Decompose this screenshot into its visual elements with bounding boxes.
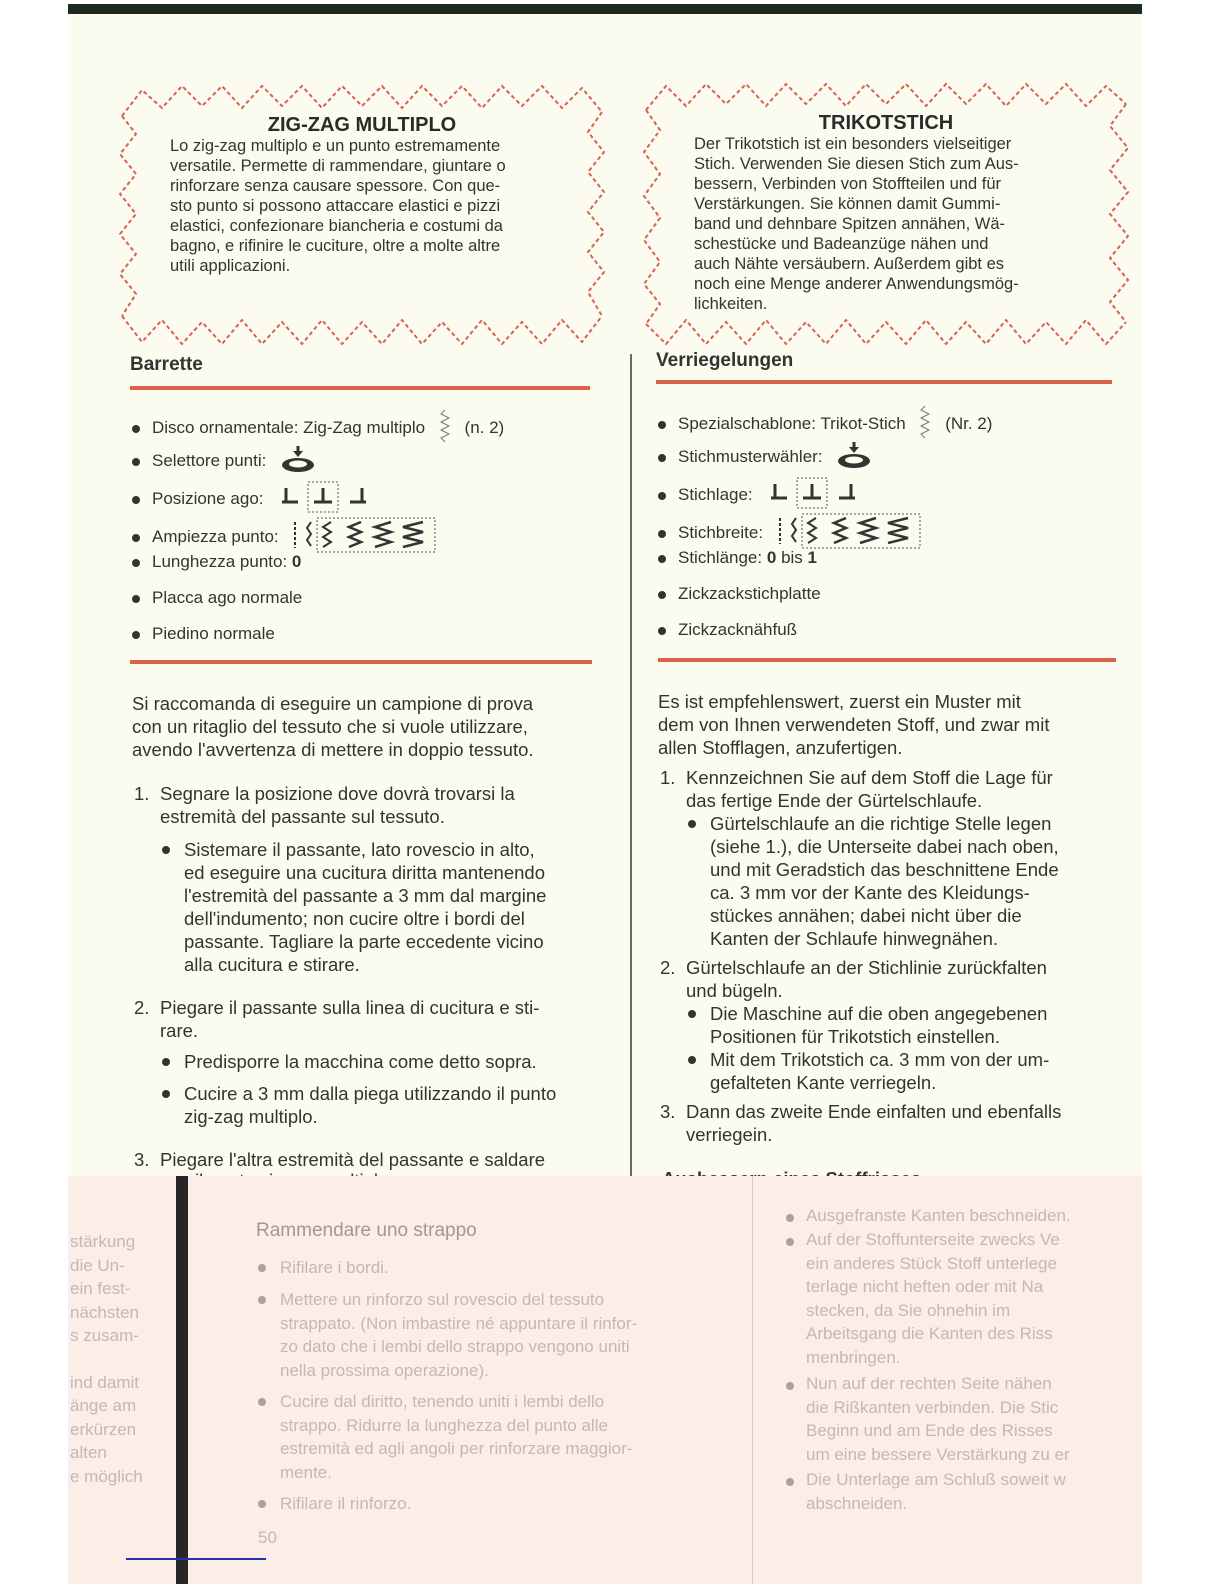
- accent-rule: [658, 658, 1116, 662]
- accent-rule: [656, 380, 1112, 384]
- intro-paragraph: Es ist empfehlenswert, zuerst ein Muster mit dem von Ihnen verwendeten Stoff, und zwar mit allen Stofflagen, anzufertigen.: [658, 691, 1050, 758]
- box-line: lichkeiten.: [694, 295, 768, 313]
- needle-position-icon: [765, 476, 865, 515]
- bullet-dot: [688, 820, 696, 828]
- faint-bullet: Nun auf der rechten Seite nähen die Rißkanten verbinden. Die Stic Beginn und am Ende des Risses um eine bessere Verstärkung zu er: [806, 1374, 1070, 1464]
- section-title: Barrette: [130, 354, 203, 375]
- step-3: 3. Piegare l'altra estremità del passante e saldare: [134, 1149, 546, 1170]
- repair-section-title: Rammendare uno strappo: [256, 1220, 477, 1241]
- multi-zigzag-stitch-icon: [438, 408, 452, 449]
- box-description: [694, 134, 1086, 314]
- bullet-dot: [132, 595, 140, 603]
- bullet-dot: [132, 534, 140, 542]
- zigzag-info-box: [636, 74, 1136, 352]
- faint-bullet: Die Unterlage am Schluß soweit w abschneiden.: [806, 1470, 1066, 1513]
- scanned-page: [68, 4, 1142, 1180]
- stitch-selector-dial-icon: [279, 444, 317, 479]
- spec-item: Placca ago normale: [132, 588, 302, 608]
- step-2: 2. Gürtelschlaufe an der Stichlinie zurückfalten und bügeln.: [660, 957, 1047, 1001]
- box-line: band und dehnbare Spitzen annähen, Wä-: [694, 215, 1005, 233]
- faint-bullet: Auf der Stoffunterseite zwecks Ve ein anderes Stück Stoff unterlege terlage nicht heften oder mit Na stecken, da Sie ohnehin im Arbeitsgang die Kanten des Riss menbringen.: [806, 1230, 1060, 1367]
- tricot-stitch-icon: [918, 404, 932, 445]
- bullet-dot: [132, 496, 140, 504]
- top-edge-bar: [68, 4, 1142, 14]
- bullet-dot: [786, 1238, 794, 1246]
- box-line: Lo zig-zag multiplo e un punto estremamente: [170, 137, 501, 155]
- box-description: [170, 136, 564, 276]
- bullet-dot: [162, 1058, 170, 1066]
- box-line: sto punto si possono attaccare elastici e pizzi: [170, 197, 501, 215]
- bullet-dot: [658, 421, 666, 429]
- page-number: 50: [258, 1528, 277, 1547]
- box-line: elastici, confezionare biancheria e costumi da: [170, 217, 503, 235]
- bullet-dot: [258, 1264, 266, 1272]
- scan-artifact-line: [126, 1558, 266, 1560]
- box-line: Verstärkungen. Sie können damit Gummi-: [694, 195, 1001, 213]
- accent-rule: [130, 660, 592, 664]
- column-divider: [630, 354, 632, 1184]
- step-1: 1. Kennzeichnen Sie auf dem Stoff die Lage für das fertige Ende der Gürtelschlaufe.: [660, 767, 1053, 811]
- box-line: noch eine Menge anderer Anwendungsmög-: [694, 275, 1019, 293]
- spec-item: Zickzackstichplatte: [658, 584, 821, 604]
- box-line: Stich. Verwenden Sie diesen Stich zum Aus-: [694, 155, 1019, 173]
- spec-item: Piedino normale: [132, 624, 275, 644]
- bullet-dot: [658, 591, 666, 599]
- spec-item: Selettore punti:: [132, 444, 317, 479]
- box-line: auch Nähte versäubern. Außerdem gibt es: [694, 255, 1005, 273]
- spec-item: Zickzacknähfuß: [658, 620, 797, 640]
- stitch-width-icon: [291, 516, 441, 559]
- left-page-fragments: stärkung die Un- ein fest- nächsten s zusam- ind damit änge am erkürzen alten e möglich: [70, 1232, 143, 1486]
- bullet-dot: [258, 1296, 266, 1304]
- spec-item: Stichmusterwähler:: [658, 440, 873, 475]
- box-line: utili applicazioni.: [170, 257, 291, 275]
- bullet-dot: [132, 631, 140, 639]
- faint-bullet: Cucire dal diritto, tenendo uniti i lembi dello strappo. Ridurre la lunghezza del punto alle estremità ed agli angoli per rinforzare maggior- mente.: [280, 1392, 633, 1482]
- step-2-bullet: Die Maschine auf die oben angegebenen Positionen für Trikotstich einstellen.: [710, 1002, 1130, 1048]
- box-line: rinforzare senza causare spessore. Con que-: [170, 177, 501, 195]
- box-line: bessern, Verbinden von Stoffteilen und für: [694, 175, 1001, 193]
- bullet-dot: [658, 530, 666, 538]
- stitch-selector-dial-icon: [835, 440, 873, 475]
- step-1-bullet: Sistemare il passante, lato rovescio in alto, ed eseguire una cucitura diritta mantenendo l'estremità del passante a 3 mm dal margine dell'indumento; non cucire oltre i bordi del passante. Tagliare la parte eccedente vicino alla cucitura e stirare.: [184, 838, 604, 976]
- step-1: 1. Segnare la posizione dove dovrà trovarsi la estremità del passante sul tessuto.: [134, 783, 515, 827]
- column-divider: [752, 1176, 753, 1584]
- intro-paragraph: Si raccomanda di eseguire un campione di prova con un ritaglio del tessuto che si vuole utilizzare, avendo l'avvertenza di mettere in doppio tessuto.: [132, 693, 534, 760]
- zigzag-info-box: [112, 76, 612, 354]
- box-title: TRIKOTSTICH: [818, 112, 954, 134]
- bullet-dot: [132, 458, 140, 466]
- step-2-bullet: Mit dem Trikotstich ca. 3 mm von der um- gefalteten Kante verriegeln.: [710, 1048, 1130, 1094]
- box-line: schestücke und Badeanzüge nähen und: [694, 235, 989, 253]
- bullet-dot: [688, 1010, 696, 1018]
- bullet-dot: [132, 559, 140, 567]
- spec-item: Stichlänge: 0 bis 1: [658, 548, 817, 568]
- bullet-dot: [162, 846, 170, 854]
- spec-item: Stichbreite:: [658, 512, 926, 555]
- spec-item: Posizione ago:: [132, 480, 376, 519]
- faint-bullet: Mettere un rinforzo sul rovescio del tessuto strappato. (Non imbastire né appuntare il rinfor- zo dato che i lembi dello strappo vengono uniti nella prossima operazione).: [280, 1290, 638, 1380]
- spec-item: Spezialschablone: Trikot-Stich (Nr. 2): [658, 404, 992, 445]
- bullet-dot: [658, 555, 666, 563]
- box-title: ZIG-ZAG MULTIPLO: [267, 114, 457, 136]
- spec-item: Ampiezza punto:: [132, 516, 441, 559]
- section-title: Verriegelungen: [656, 350, 794, 371]
- bullet-dot: [786, 1382, 794, 1390]
- faint-bullet: Rifilare i bordi.: [280, 1258, 389, 1277]
- box-line: Der Trikotstich ist ein besonders vielseitiger: [694, 135, 1012, 153]
- spec-item: Lunghezza punto: 0: [132, 552, 301, 572]
- step-1-bullet: Gürtelschlaufe an die richtige Stelle legen (siehe 1.), die Unterseite dabei nach oben, und mit Geradstich das beschnittene Ende ca. 3 mm vor der Kante des Kleidungs- stückes annähen; dabei nicht über die Kanten der Schlaufe hinwegnähen.: [710, 812, 1130, 950]
- bullet-dot: [162, 1090, 170, 1098]
- step-2-bullet: Predisporre la macchina come detto sopra.: [184, 1050, 604, 1073]
- box-line: bagno, e rifinire le cuciture, oltre a molte altre: [170, 237, 501, 255]
- bullet-dot: [658, 454, 666, 462]
- bullet-dot: [658, 492, 666, 500]
- step-2: 2. Piegare il passante sulla linea di cucitura e sti- rare.: [134, 997, 540, 1041]
- lower-faded-page: [68, 1176, 1142, 1584]
- step-2-bullet: Cucire a 3 mm dalla piega utilizzando il punto zig-zag multiplo.: [184, 1082, 604, 1128]
- bullet-dot: [688, 1056, 696, 1064]
- bullet-dot: [258, 1500, 266, 1508]
- step-3: 3. Dann das zweite Ende einfalten und ebenfalls verriegein.: [660, 1101, 1062, 1145]
- book-spine: [176, 1176, 188, 1584]
- bullet-dot: [786, 1214, 794, 1222]
- bullet-dot: [258, 1398, 266, 1406]
- bullet-dot: [786, 1478, 794, 1486]
- faint-bullet: Rifilare il rinforzo.: [280, 1494, 412, 1513]
- bullet-dot: [132, 425, 140, 433]
- needle-position-icon: [276, 480, 376, 519]
- box-line: versatile. Permette di rammendare, giuntare o: [170, 157, 506, 175]
- bullet-dot: [658, 627, 666, 635]
- spec-item: Stichlage:: [658, 476, 865, 515]
- spec-item: Disco ornamentale: Zig-Zag multiplo (n. 2): [132, 408, 504, 449]
- accent-rule: [130, 386, 590, 390]
- faint-bullet: Ausgefranste Kanten beschneiden.: [806, 1206, 1071, 1225]
